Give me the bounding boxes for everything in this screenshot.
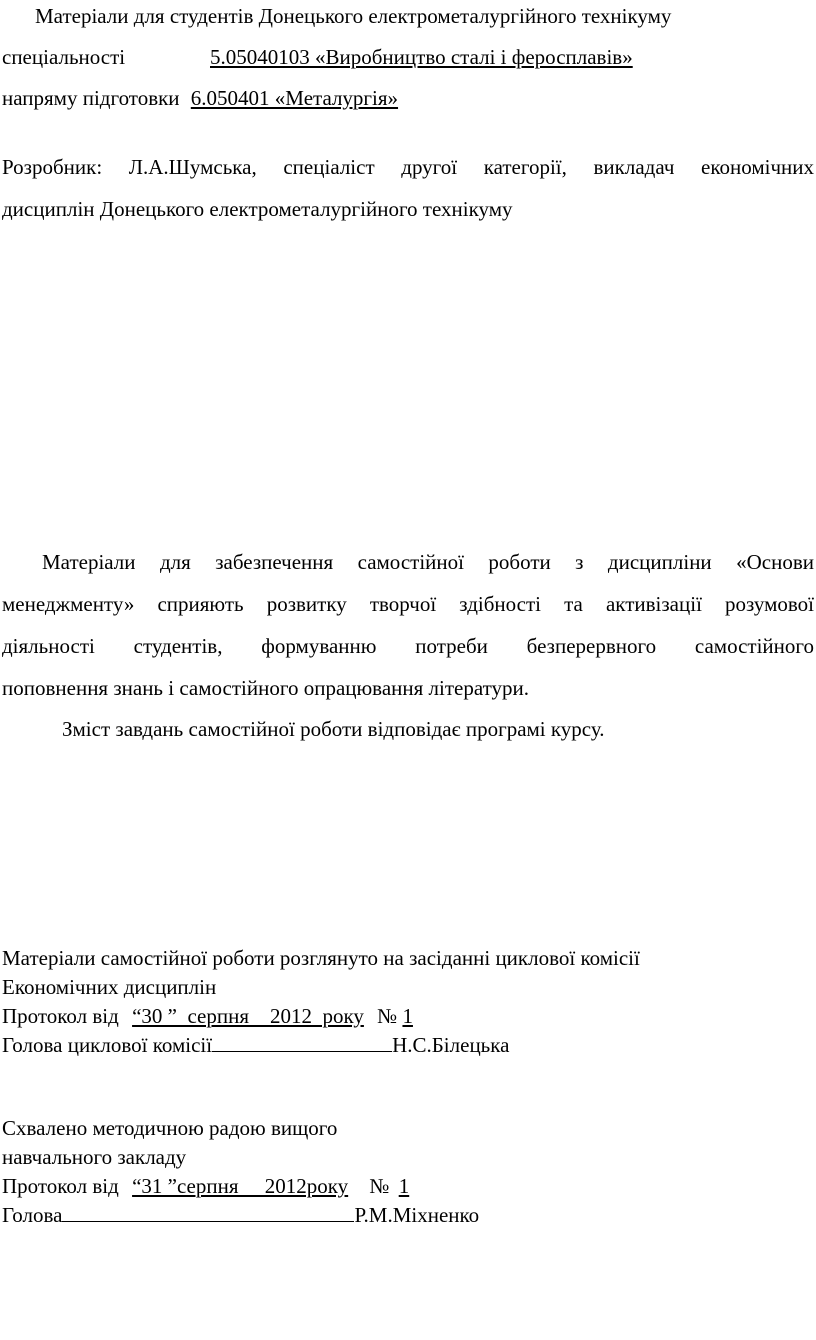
description-line-1: Матеріали для забезпечення самостійної роботи з дисципліни «Основи [42, 550, 814, 574]
signature-line [62, 1204, 354, 1222]
direction-label: напряму підготовки [2, 86, 180, 110]
direction-line [2, 86, 398, 111]
signature-line [212, 1034, 392, 1052]
commission-head-name: Н.С.Білецька [392, 1033, 510, 1057]
developer-line-2: дисциплін Донецького електрометалургійного технікуму [2, 197, 513, 221]
specialty-label: спеціальності [2, 45, 126, 69]
approval-protocol-label: Протокол від [2, 1174, 119, 1198]
approval-head-name: Р.М.Міхненко [354, 1203, 480, 1227]
approval-head-label: Голова [2, 1203, 63, 1227]
commission-head-label: Голова циклової комісії [2, 1033, 213, 1057]
description-line-4: поповнення знань і самостійного опрацювання літератури. [2, 676, 530, 700]
approval-protocol [2, 1174, 409, 1199]
commission-line-2: Економічних дисциплін [2, 975, 217, 999]
commission-number-label: № [377, 1004, 398, 1028]
commission-protocol-date: “30 ” серпня 2012 року [132, 1004, 364, 1028]
commission-number-value: 1 [402, 1004, 413, 1028]
approval-protocol-date: “31 ”серпня 2012року [132, 1174, 349, 1198]
approval-line-1: Схвалено методичною радою вищого [2, 1116, 338, 1140]
approval-number-value: 1 [398, 1174, 410, 1198]
developer-line-1: Розробник: Л.А.Шумська, спеціаліст другої категорії, викладач економічних [2, 155, 814, 179]
direction-value: 6.050401 «Металургія» [190, 86, 399, 110]
specialty-value: 5.05040103 «Виробництво сталі і феросплавів» [210, 45, 633, 69]
specialty-line [2, 45, 633, 70]
approval-line-2: навчального закладу [2, 1145, 187, 1169]
commission-protocol [2, 1004, 413, 1029]
header-line: Матеріали для студентів Донецького електрометалургійного технікуму [35, 4, 672, 28]
commission-head [2, 1033, 509, 1058]
commission-protocol-label: Протокол від [2, 1004, 119, 1028]
commission-line-1: Матеріали самостійної роботи розглянуто на засіданні циклової комісії [2, 946, 640, 970]
description-line-3: діяльності студентів, формуванню потреби безперервного самостійного [2, 634, 814, 658]
approval-head [2, 1203, 479, 1228]
description-line-2: менеджменту» сприяють розвитку творчої здібності та активізації розумової [2, 592, 814, 616]
approval-number-label: № [369, 1174, 390, 1198]
description-paragraph-2: Зміст завдань самостійної роботи відповідає програмі курсу. [62, 717, 605, 741]
